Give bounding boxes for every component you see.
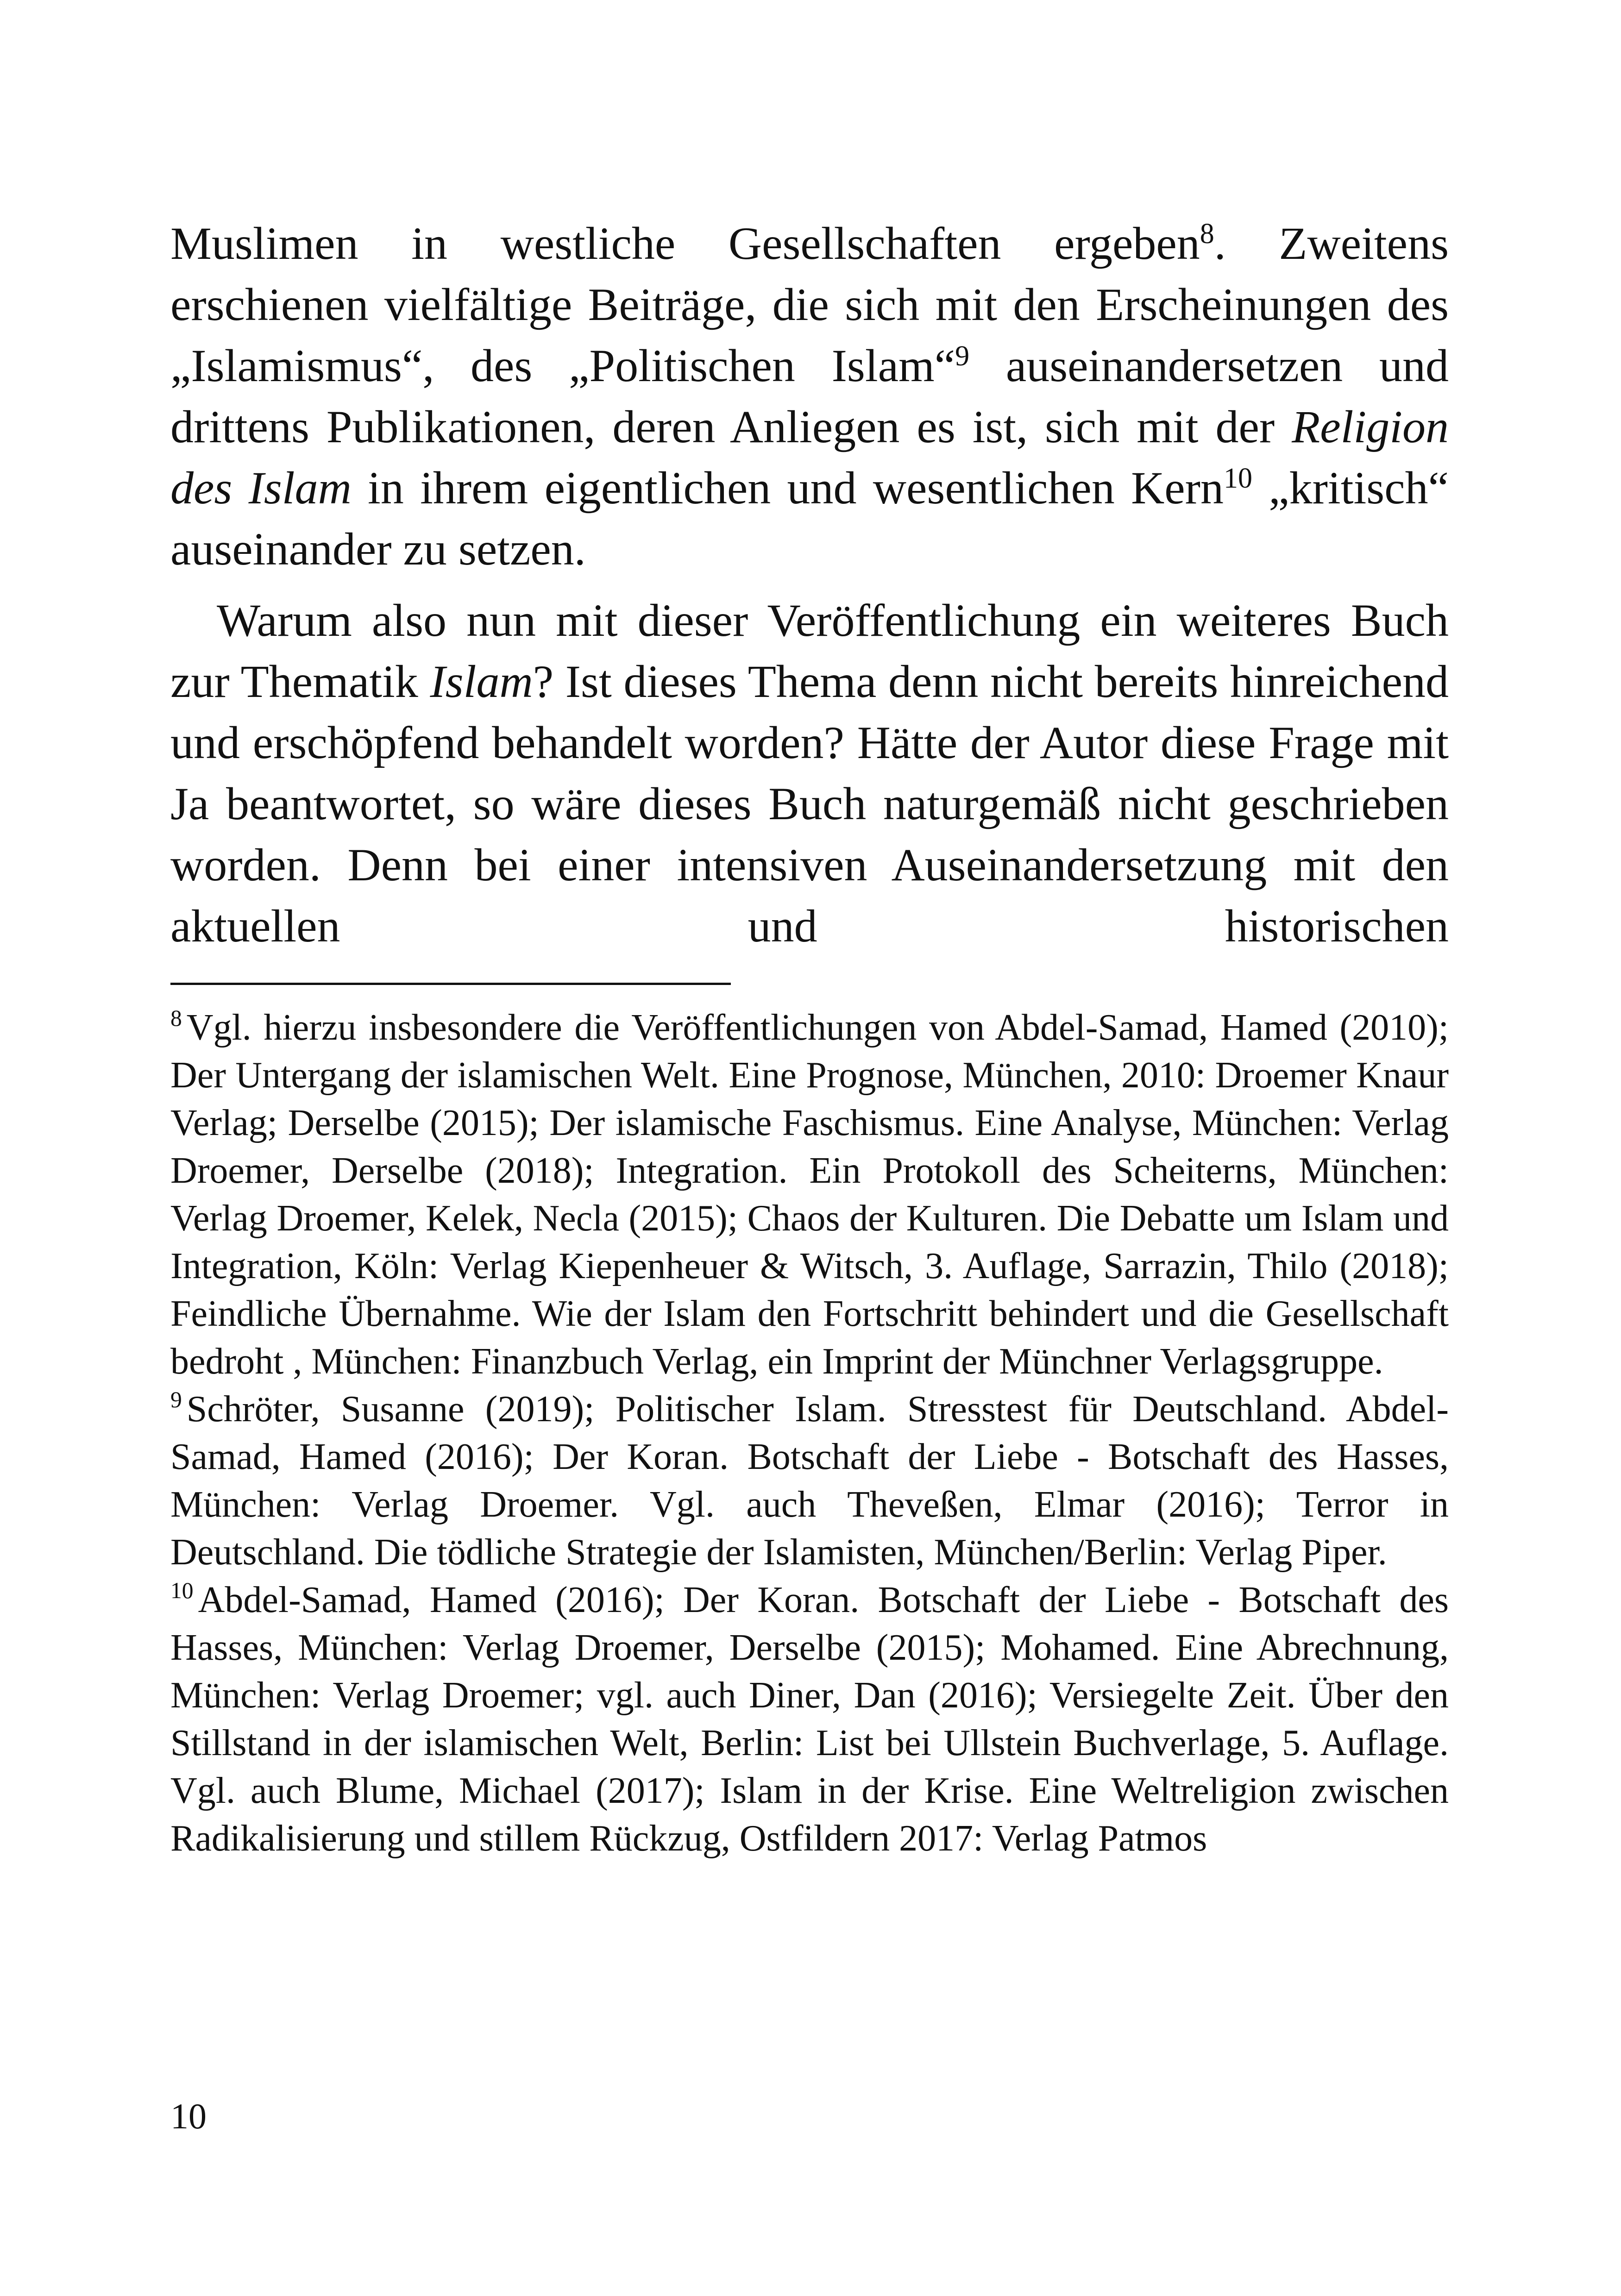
paragraph-1-text-3: auseinandersetzen und drittens Publikationen, deren Anliegen es ist, sich mit der (170, 340, 1449, 452)
footnote-ref-9: 9 (955, 340, 970, 372)
paragraph-1-text-4: in ihrem eigentlichen und wesentlichen Kern (351, 462, 1224, 514)
footnote-10 (170, 1576, 1449, 1863)
footnote-number: 10 (170, 1578, 194, 1604)
footnote-9 (170, 1386, 1449, 1576)
footnote-text: Vgl. hierzu insbesondere die Veröffentlichungen von Abdel-Samad, Hamed (2010); Der Untergang der islamischen Welt. Eine Prognose, München, 2010: Droemer Knaur Verlag; Derselbe (2015); Der islamische Faschismus. Eine Analyse, München: Verlag Droemer, Derselbe (2018); Integration. Ein Protokoll des Scheiterns, München: Verlag Droemer, Kelek, Necla (2015); Chaos der Kulturen. Die Debatte um Islam und Integration, Köln: Verlag Kiepenheuer & Witsch, 3. Auflage, Sarrazin, Thilo (2018); Feindliche Übernahme. Wie der Islam den Fortschritt behindert und die Gesellschaft bedroht , München: Finanzbuch Verlag, ein Imprint der Münchner Verlagsgruppe. (170, 1007, 1449, 1382)
paragraph-1-text-1: Muslimen in westliche Gesellschaften ergeben (170, 218, 1200, 269)
footnote-text: Abdel-Samad, Hamed (2016); Der Koran. Botschaft der Liebe - Botschaft des Hasses, München: Verlag Droemer, Derselbe (2015); Mohamed. Eine Abrechnung, München: Verlag Droemer; vgl. auch Diner, Dan (2016); Versiegelte Zeit. Über den Stillstand in der islamischen Welt, Berlin: List bei Ullstein Buchverlage, 5. Auflage. Vgl. auch Blume, Michael (2017); Islam in der Krise. Eine Weltreligion zwischen Radikalisierung und stillem Rückzug, Ostfildern 2017: Verlag Patmos (170, 1580, 1449, 1859)
page-number: 10 (170, 2096, 207, 2136)
paragraph-1-text-2: . Zweitens erschienen vielfältige Beiträge, die sich mit den Erscheinungen des „Islamismus“, des „Politischen Islam“ (170, 218, 1449, 391)
footnote-8 (170, 1004, 1449, 1386)
paragraph-2-text-1: Warum also nun mit dieser Veröffentlichung ein weiteres Buch zur Thematik (170, 595, 1449, 707)
footnote-separator-rule (170, 983, 731, 985)
footnote-ref-8: 8 (1200, 218, 1214, 250)
paragraph-1-italic-religion: Religion des Islam (170, 401, 1449, 514)
body-text (170, 213, 1449, 957)
footnote-ref-10: 10 (1223, 462, 1252, 494)
paragraph-1-text-5: „kritisch“ auseinander zu setzen. (170, 462, 1449, 575)
paragraph-2-italic-islam: Islam (430, 656, 533, 707)
paragraph-1 (170, 213, 1449, 580)
footnotes (170, 1004, 1449, 1863)
footnote-number: 9 (170, 1387, 182, 1413)
footnote-number: 8 (170, 1005, 182, 1031)
paragraph-2 (170, 590, 1449, 957)
footnote-text: Schröter, Susanne (2019); Politischer Islam. Stresstest für Deutschland. Abdel-Samad, Hamed (2016); Der Koran. Botschaft der Liebe - Botschaft des Hasses, München: Verlag Droemer. Vgl. auch Theveßen, Elmar (2016); Terror in Deutschland. Die tödliche Strategie der Islamisten, München/Berlin: Verlag Piper. (170, 1389, 1449, 1573)
paragraph-2-text-2: ? Ist dieses Thema denn nicht bereits hinreichend und erschöpfend behandelt worden? Hätte der Autor diese Frage mit Ja beantwortet, so wäre dieses Buch naturgemäß nicht geschrieben worden. Denn bei einer intensiven Auseinandersetzung mit den aktuellen und historischen (170, 656, 1449, 952)
